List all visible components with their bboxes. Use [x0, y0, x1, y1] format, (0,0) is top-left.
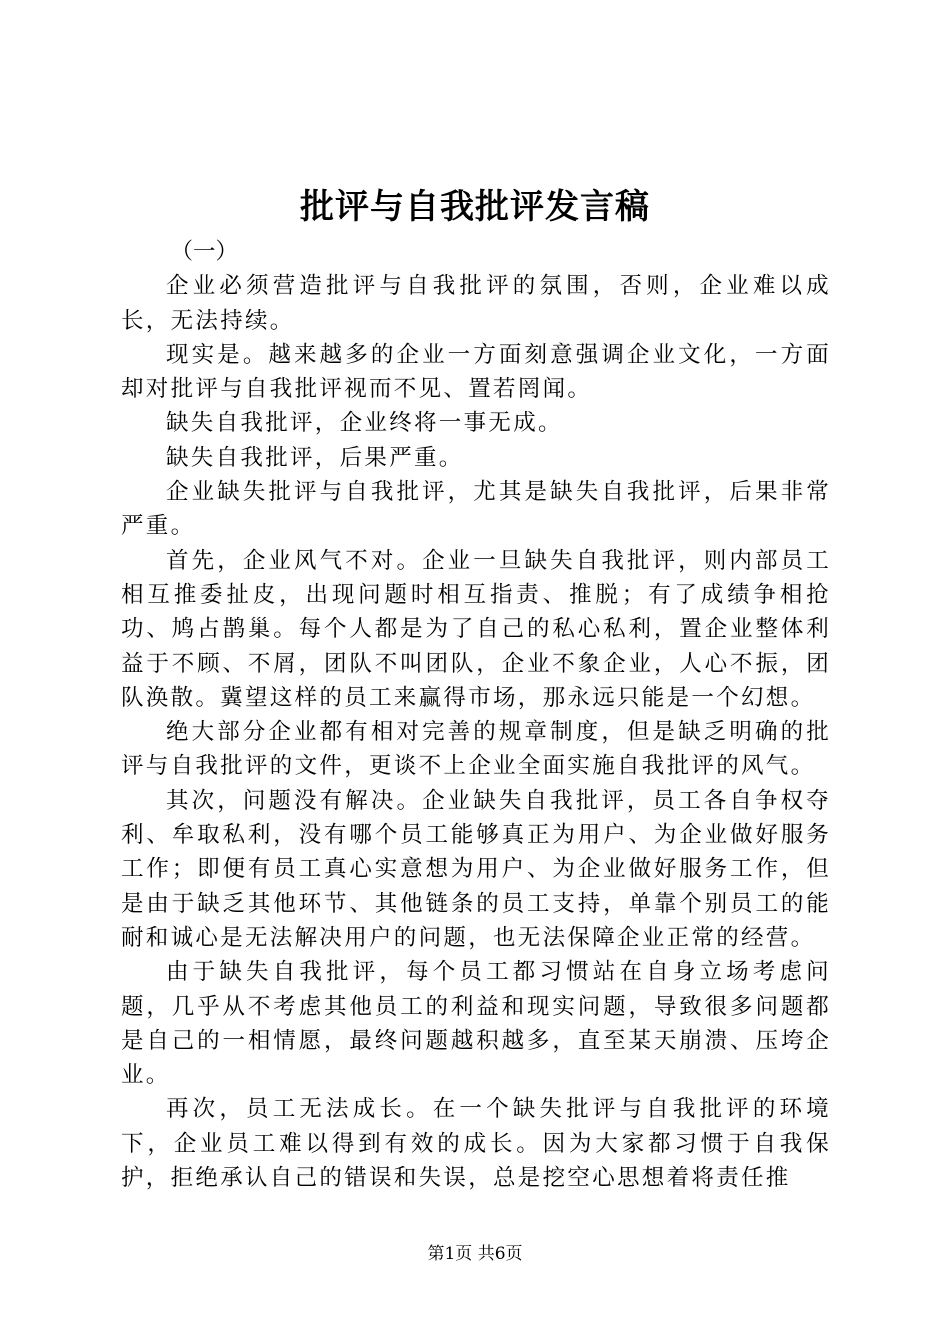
section-marker: （一） — [170, 239, 239, 265]
paragraph: 缺失自我批评，企业终将一事无成。 — [166, 410, 563, 437]
paragraph: 企业缺失批评与自我批评，尤其是缺失自我批评，后果非常严重。 — [121, 479, 831, 540]
paragraph: 企业必须营造批评与自我批评的氛围，否则，企业难以成长，无法持续。 — [121, 273, 831, 334]
paragraph: 再次，员工无法成长。在一个缺失批评与自我批评的环境下，企业员工难以得到有效的成长。因为大家都习惯于自我保护，拒绝承认自己的错误和失误，总是挖空心思想着将责任推 — [121, 1096, 831, 1192]
paragraph: 缺失自我批评，后果严重。 — [166, 444, 464, 471]
document-body — [121, 235, 831, 1195]
paragraph: 由于缺失自我批评，每个员工都习惯站在自身立场考虑问题，几乎从不考虑其他员工的利益和现实问题，导致很多问题都是自己的一相情愿，最终问题越积越多，直至某天崩溃、压垮企业。 — [121, 959, 831, 1089]
page-footer: 第1页 共6页 — [427, 1244, 523, 1264]
paragraph: 现实是。越来越多的企业一方面刻意强调企业文化，一方面却对批评与自我批评视而不见、置若罔闻。 — [121, 341, 831, 403]
paragraph: 首先，企业风气不对。企业一旦缺失自我批评，则内部员工相互推委扯皮，出现问题时相互指责、推脱；有了成绩争相抢功、鸠占鹊巢。每个人都是为了自己的私心私利，置企业整体利益于不顾、不屑，团队不叫团队，企业不象企业，人心不振，团队涣散。冀望这样的员工来赢得市场，那永远只能是一个幻想。 — [121, 547, 831, 711]
paragraph: 其次，问题没有解决。企业缺失自我批评，员工各自争权夺利、牟取私利，没有哪个员工能够真正为用户、为企业做好服务工作；即便有员工真心实意想为用户、为企业做好服务工作，但是由于缺乏其他环节、其他链条的员工支持，单靠个别员工的能耐和诚心是无法解决用户的问题，也无法保障企业正常的经营。 — [121, 787, 831, 951]
paragraph: 绝大部分企业都有相对完善的规章制度，但是缺乏明确的批评与自我批评的文件，更谈不上企业全面实施自我批评的风气。 — [121, 719, 831, 780]
document-title: 批评与自我批评发言稿 — [300, 187, 650, 227]
